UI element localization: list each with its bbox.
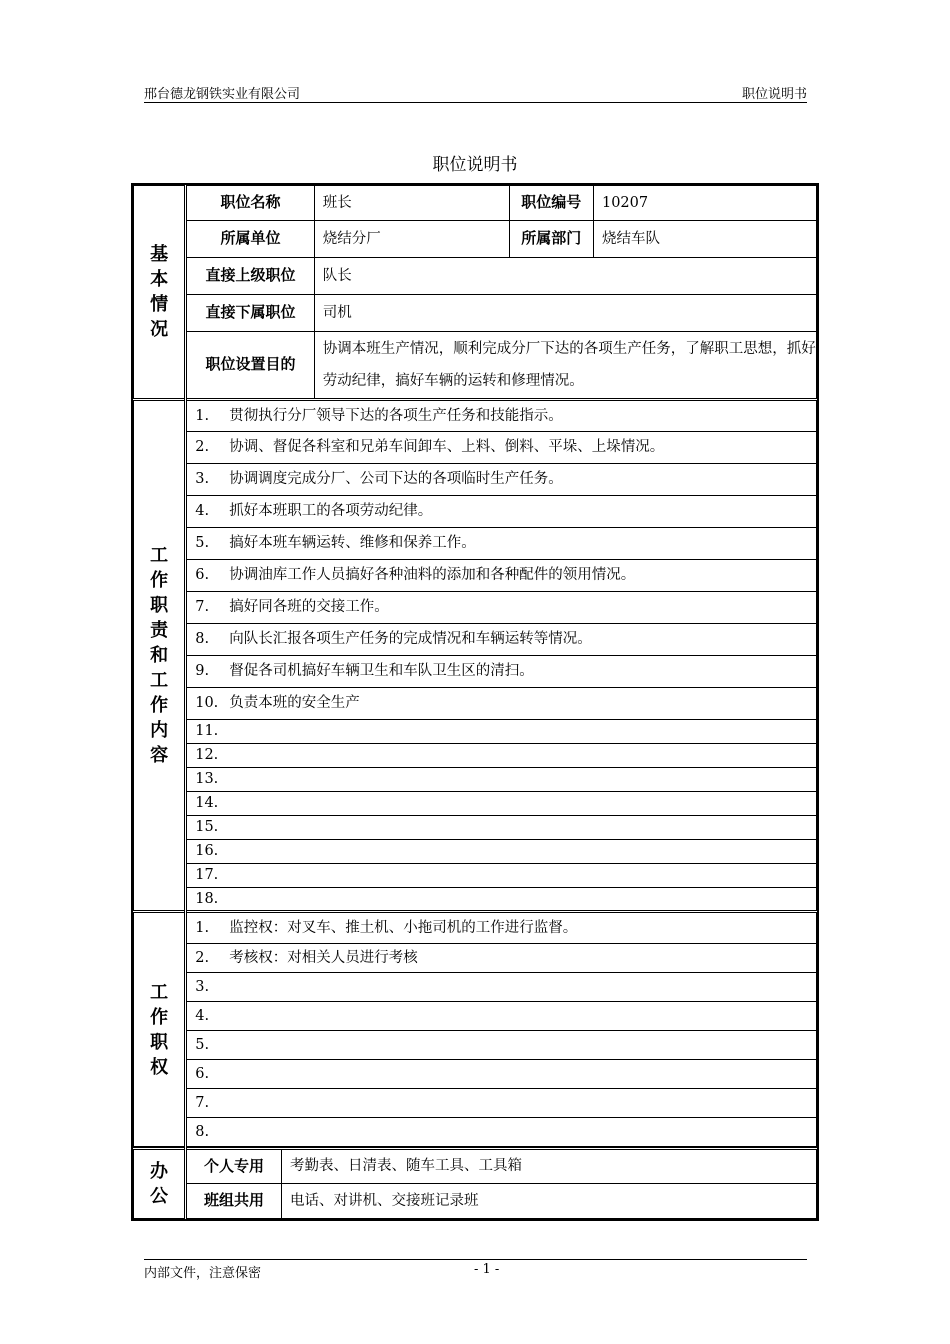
page-header <box>144 82 807 103</box>
shared-value: 电话、对讲机、交接班记录班 <box>282 1184 817 1219</box>
row-office-personal <box>134 1149 817 1184</box>
duty-item-7: 7. 搞好同各班的交接工作。 <box>186 592 817 624</box>
page-footer <box>144 1259 807 1281</box>
duty-row <box>134 496 817 528</box>
duty-item-13: 13. <box>186 768 817 792</box>
authority-item-5: 5. <box>186 1031 817 1060</box>
duty-row <box>134 624 817 656</box>
duty-item-17: 17. <box>186 864 817 888</box>
authority-row <box>134 944 817 973</box>
position-name-value: 班长 <box>314 186 509 221</box>
duty-item-1: 1. 贯彻执行分厂领导下达的各项生产任务和技能指示。 <box>186 400 817 432</box>
dept-value: 烧结车队 <box>593 221 816 258</box>
section-basic-label: 基 本 情 况 <box>134 186 186 400</box>
position-code-label: 职位编号 <box>509 186 593 221</box>
duty-item-3: 3. 协调调度完成分厂、公司下达的各项临时生产任务。 <box>186 464 817 496</box>
authority-item-2: 2. 考核权：对相关人员进行考核 <box>186 944 817 973</box>
purpose-value: 协调本班生产情况，顺利完成分厂下达的各项生产任务，了解职工思想，抓好劳动纪律，搞好车辆的运转和修理情况。 <box>314 332 816 400</box>
section-duties-label: 工 作 职 责 和 工 作 内 容 <box>134 400 186 912</box>
section-office-label: 办 公 <box>134 1149 186 1219</box>
row-unit <box>134 221 817 258</box>
authority-row <box>134 912 817 944</box>
company-name: 邢台德龙钢铁实业有限公司 <box>144 87 301 102</box>
duty-row <box>134 432 817 464</box>
duty-row <box>134 656 817 688</box>
duty-row <box>134 864 817 888</box>
duty-row <box>134 768 817 792</box>
duty-row <box>134 888 817 912</box>
job-description-table <box>131 183 819 1221</box>
row-superior <box>134 258 817 295</box>
unit-value: 烧结分厂 <box>314 221 509 258</box>
duty-item-15: 15. <box>186 816 817 840</box>
row-subordinate <box>134 295 817 332</box>
superior-value: 队长 <box>314 258 816 295</box>
shared-label: 班组共用 <box>186 1184 282 1219</box>
duty-row <box>134 792 817 816</box>
subordinate-label: 直接下属职位 <box>186 295 315 332</box>
authority-row <box>134 1118 817 1147</box>
authority-item-6: 6. <box>186 1060 817 1089</box>
position-code-value: 10207 <box>593 186 816 221</box>
authority-item-7: 7. <box>186 1089 817 1118</box>
duty-row <box>134 400 817 432</box>
duty-item-11: 11. <box>186 720 817 744</box>
page-title: 职位说明书 <box>432 155 518 175</box>
dept-label: 所属部门 <box>509 221 593 258</box>
duty-item-14: 14. <box>186 792 817 816</box>
unit-label: 所属单位 <box>186 221 315 258</box>
superior-label: 直接上级职位 <box>186 258 315 295</box>
duty-row <box>134 840 817 864</box>
row-purpose <box>134 332 817 400</box>
duty-row <box>134 688 817 720</box>
subordinate-value: 司机 <box>314 295 816 332</box>
duty-item-2: 2. 协调、督促各科室和兄弟车间卸车、上料、倒料、平垛、上垛情况。 <box>186 432 817 464</box>
page-number: - 1 - <box>474 1262 500 1277</box>
duty-row <box>134 592 817 624</box>
duty-row <box>134 528 817 560</box>
purpose-label: 职位设置目的 <box>186 332 315 400</box>
duty-row <box>134 464 817 496</box>
duty-row <box>134 744 817 768</box>
doc-type: 职位说明书 <box>741 87 807 102</box>
duty-row <box>134 720 817 744</box>
authority-row <box>134 1060 817 1089</box>
duty-item-4: 4. 抓好本班职工的各项劳动纪律。 <box>186 496 817 528</box>
duty-item-10: 10. 负责本班的安全生产 <box>186 688 817 720</box>
row-position-name <box>134 186 817 221</box>
confidential-note: 内部文件，注意保密 <box>144 1266 262 1281</box>
section-authority-label: 工 作 职 权 <box>134 912 186 1147</box>
personal-label: 个人专用 <box>186 1149 282 1184</box>
position-name-label: 职位名称 <box>186 186 315 221</box>
authority-row <box>134 973 817 1002</box>
duty-item-8: 8. 向队长汇报各项生产任务的完成情况和车辆运转等情况。 <box>186 624 817 656</box>
duty-item-5: 5. 搞好本班车辆运转、维修和保养工作。 <box>186 528 817 560</box>
authority-item-8: 8. <box>186 1118 817 1147</box>
duty-row <box>134 560 817 592</box>
authority-item-1: 1. 监控权：对叉车、推土机、小拖司机的工作进行监督。 <box>186 912 817 944</box>
duty-item-18: 18. <box>186 888 817 912</box>
personal-value: 考勤表、日清表、随车工具、工具箱 <box>282 1149 817 1184</box>
authority-row <box>134 1089 817 1118</box>
authority-row <box>134 1002 817 1031</box>
duty-item-9: 9. 督促各司机搞好车辆卫生和车队卫生区的清扫。 <box>186 656 817 688</box>
duty-item-16: 16. <box>186 840 817 864</box>
authority-item-3: 3. <box>186 973 817 1002</box>
row-office-shared <box>134 1184 817 1219</box>
duty-row <box>134 816 817 840</box>
authority-row <box>134 1031 817 1060</box>
duty-item-12: 12. <box>186 744 817 768</box>
duty-item-6: 6. 协调油库工作人员搞好各种油料的添加和各种配件的领用情况。 <box>186 560 817 592</box>
authority-item-4: 4. <box>186 1002 817 1031</box>
